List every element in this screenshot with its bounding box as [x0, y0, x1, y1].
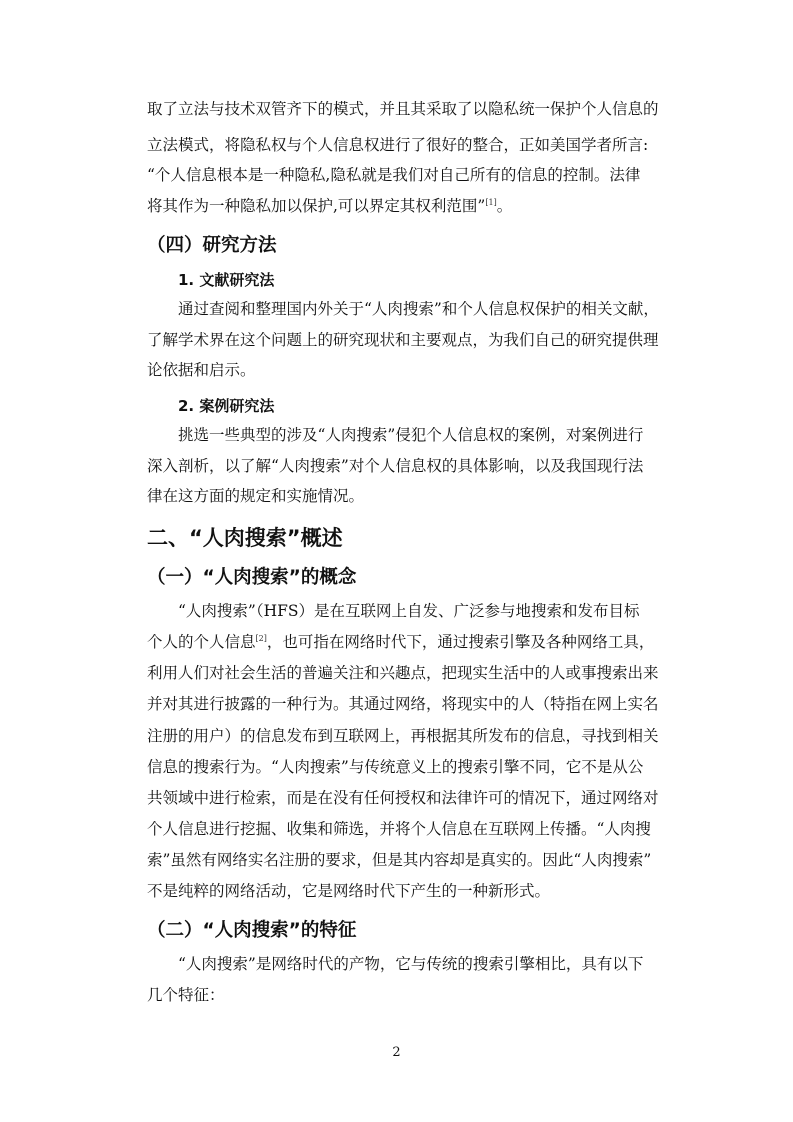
method-1-line-2: 了解学术界在这个问题上的研究现状和主要观点，为我们自己的研究提供理 — [147, 331, 659, 349]
method-1-line-3: 论依据和启示。 — [147, 361, 256, 379]
concept-line-8: 个人信息进行挖掘、收集和筛选，并将个人信息在互联网上传播。“人肉搜 — [147, 820, 651, 838]
section-heading-research-methods: （四）研究方法 — [147, 235, 277, 256]
concept-line-10: 不是纯粹的网络活动，它是网络时代下产生的一种新形式。 — [147, 882, 551, 900]
intro-line-4 — [147, 196, 512, 216]
citation-2: [2] — [255, 633, 267, 643]
concept-line-3: 利用人们对社会生活的普遍关注和兴趣点，把现实生活中的人或事搜索出来 — [147, 664, 659, 682]
concept-line-2-pre: 个人的个人信息 — [147, 633, 256, 651]
features-line-2: 几个特征： — [147, 986, 225, 1004]
method-2-title: 2. 案例研究法 — [178, 397, 275, 415]
method-2-line-1: 挑选一些典型的涉及“人肉搜索”侵犯个人信息权的案例，对案例进行 — [178, 426, 644, 444]
concept-line-2 — [147, 632, 654, 652]
concept-line-2-post: ，也可指在网络时代下，通过搜索引擎及各种网络工具， — [266, 633, 655, 651]
method-1-line-1: 通过查阅和整理国内外关于“人肉搜索”和个人信息权保护的相关文献， — [178, 300, 659, 318]
concept-line-7: 共领域中进行检索，而是在没有任何授权和法律许可的情况下，通过网络对 — [147, 789, 659, 807]
concept-line-5: 注册的用户）的信息发布到互联网上，再根据其所发布的信息，寻找到相关 — [147, 727, 659, 745]
intro-line-1: 取了立法与技术双管齐下的模式，并且其采取了以隐私统一保护个人信息的 — [147, 100, 659, 118]
concept-line-9: 索”虽然有网络实名注册的要求，但是其内容却是真实的。因此“人肉搜索” — [147, 851, 652, 869]
concept-line-4: 并对其进行披露的一种行为。其通过网络，将现实中的人（特指在网上实名 — [147, 695, 659, 713]
subsection-heading-features: （二）“人肉搜索”的特征 — [147, 920, 357, 941]
method-2-line-2: 深入剖析，以了解“人肉搜索”对个人信息权的具体影响，以及我国现行法 — [147, 457, 644, 475]
citation-1: [1] — [485, 197, 497, 207]
concept-line-1: “人肉搜索”（HFS）是在互联网上自发、广泛参与地搜索和发布目标 — [178, 602, 640, 620]
intro-line-4-text: 将其作为一种隐私加以保护,可以界定其权利范围” — [147, 197, 486, 215]
features-line-1: “人肉搜索”是网络时代的产物，它与传统的搜索引擎相比，具有以下 — [178, 955, 644, 973]
concept-line-6: 信息的搜索行为。“人肉搜索”与传统意义上的搜索引擎不同，它不是从公 — [147, 758, 644, 776]
method-2-line-3: 律在这方面的规定和实施情况。 — [147, 487, 365, 505]
intro-line-3: “个人信息根本是一种隐私,隐私就是我们对自己所有的信息的控制。法律 — [147, 166, 641, 184]
chapter-heading-overview: 二、“人肉搜索”概述 — [147, 526, 343, 550]
page-number: 2 — [392, 1045, 401, 1060]
intro-line-2: 立法模式，将隐私权与个人信息权进行了很好的整合，正如美国学者所言: — [147, 136, 649, 154]
intro-line-4-end: 。 — [496, 197, 513, 215]
subsection-heading-concept: （一）“人肉搜索”的概念 — [147, 567, 357, 588]
method-1-title: 1. 文献研究法 — [178, 271, 275, 289]
